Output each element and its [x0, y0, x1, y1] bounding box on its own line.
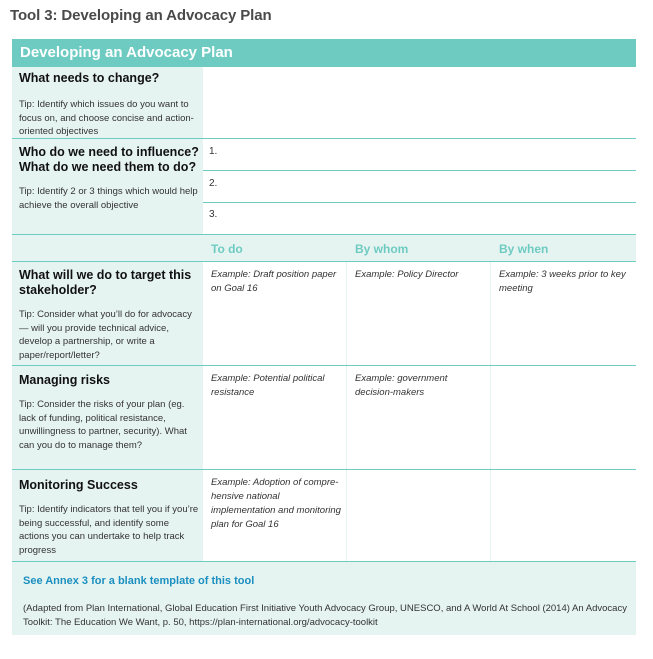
advocacy-plan-panel — [12, 39, 636, 635]
risks-tip: Tip: Consider the risks of your plan (eg. lack of funding, political resistance, unwillingness to partner, security). What can you do to manage them? — [19, 399, 187, 451]
source-note: (Adapted from Plan International, Global Education First Initiative Youth Advocacy Group, UNESCO, and A World At School (2014) An Advocacy Toolkit: The Education We Want, p. 50, https://plan-international.org/advocacy-toolkit — [23, 603, 627, 628]
target-example-to-do: Example: Draft position paper on Goal 16 — [211, 269, 337, 294]
risks-example-to-do: Example: Potential political resistance — [211, 373, 325, 398]
influence-section-label — [19, 145, 199, 212]
change-answer-box[interactable] — [203, 67, 636, 138]
column-header-by-when: By when — [499, 242, 549, 256]
panel-header: Developing an Advocacy Plan — [12, 39, 636, 67]
influence-answer-2[interactable] — [203, 171, 636, 202]
influence-title: Who do we need to influence? What do we need them to do? — [19, 145, 199, 174]
target-title: What will we do to target this stakeholder? — [19, 268, 192, 297]
monitoring-section-label — [19, 478, 199, 557]
monitoring-example-to-do: Example: Adoption of compre-hensive national implementation and monitoring plan for Goal 16 — [211, 477, 341, 530]
influence-number-3: 3. — [209, 209, 218, 220]
risks-section-label — [19, 373, 199, 452]
influence-answer-1[interactable] — [203, 139, 636, 170]
change-section-label — [19, 71, 199, 139]
change-tip: Tip: Identify which issues do you want to focus on, and choose concise and action-oriented objectives — [19, 99, 194, 137]
divider — [12, 234, 636, 235]
divider — [12, 561, 636, 562]
target-tip: Tip: Consider what you’ll do for advocacy— will you provide technical advice, develop a partnership, or write a paper/report/letter? — [19, 309, 192, 361]
target-example-by-when: Example: 3 weeks prior to key meeting — [499, 269, 626, 294]
monitoring-title: Monitoring Success — [19, 478, 138, 492]
risks-example-by-whom: Example: government decision-makers — [355, 373, 448, 398]
monitoring-by-whom-cell[interactable] — [347, 470, 490, 561]
change-title: What needs to change? — [19, 71, 160, 85]
influence-tip: Tip: Identify 2 or 3 things which would help achieve the overall objective — [19, 186, 198, 211]
risks-by-when-cell[interactable] — [491, 366, 636, 469]
influence-number-1: 1. — [209, 146, 218, 157]
risks-title: Managing risks — [19, 373, 110, 387]
target-example-by-whom: Example: Policy Director — [355, 269, 459, 280]
annex-note: See Annex 3 for a blank template of this tool — [23, 575, 255, 587]
column-header-to-do: To do — [211, 242, 243, 256]
monitoring-by-when-cell[interactable] — [491, 470, 636, 561]
monitoring-tip: Tip: Identify indicators that tell you if you’re being successful, and identify some actions you can undertake to help track progress — [19, 504, 199, 556]
target-section-label — [19, 268, 199, 362]
influence-answer-3[interactable] — [203, 203, 636, 234]
column-header-by-whom: By whom — [355, 242, 409, 256]
influence-number-2: 2. — [209, 178, 218, 189]
page-title: Tool 3: Developing an Advocacy Plan — [10, 7, 272, 24]
